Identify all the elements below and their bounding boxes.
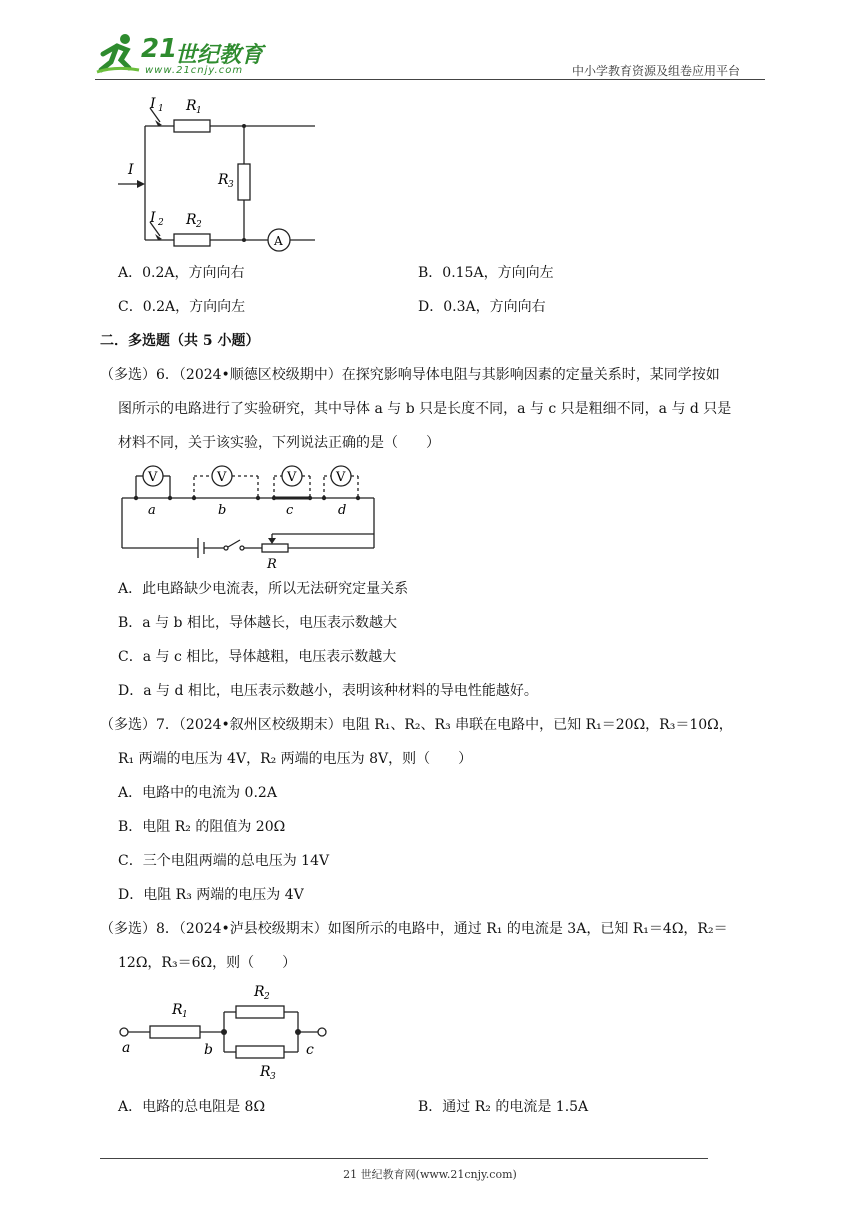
header-platform-text: 中小学教育资源及组卷应用平台 bbox=[572, 64, 741, 78]
q8-label-r3: R bbox=[260, 1064, 271, 1080]
q5-label-r1-sub: 1 bbox=[196, 106, 202, 116]
q5-label-r3: R bbox=[218, 172, 229, 188]
q6-label-c: c bbox=[286, 503, 294, 518]
footer-text: 21 世纪教育网(www.21cnjy.com) bbox=[343, 1168, 517, 1181]
footer-rule bbox=[100, 1158, 708, 1159]
q6-voltmeter-2-label: V bbox=[217, 470, 227, 485]
q5-label-i: I bbox=[128, 162, 134, 178]
q6-option-a: A．此电路缺少电流表，所以无法研究定量关系 bbox=[118, 581, 409, 597]
q8-label-r2-sub: 2 bbox=[264, 992, 270, 1002]
q6-voltmeter-3-label: V bbox=[287, 470, 297, 485]
q7-line-2: R₁ 两端的电压为 4V，R₂ 两端的电压为 8V，则（ ） bbox=[118, 751, 473, 767]
q5-label-r3-sub: 3 bbox=[228, 180, 234, 190]
q8-line-1: （多选）8．（2024•泸县校级期末）如图所示的电路中，通过 R₁ 的电流是 3A，已知 R₁＝4Ω，R₂＝ bbox=[100, 921, 728, 937]
q6-label-b: b bbox=[218, 503, 227, 518]
q7-option-c: C．三个电阻两端的总电压为 14V bbox=[118, 853, 330, 869]
runner-logo-icon bbox=[95, 32, 141, 76]
q5-label-r2: R bbox=[186, 212, 197, 228]
q6-line-2: 图所示的电路进行了实验研究，其中导体 a 与 b 只是长度不同，a 与 c 只是粗细不同，a 与 d 只是 bbox=[118, 401, 732, 417]
q5-label-i2-sub: 2 bbox=[158, 218, 164, 228]
logo-url: www.21cnjy.com bbox=[145, 65, 244, 76]
q7-option-a: A．电路中的电流为 0.2A bbox=[118, 785, 277, 801]
q6-line-3: 材料不同，关于该实验，下列说法正确的是（ ） bbox=[118, 435, 440, 451]
section-title: 二．多选题（共 5 小题） bbox=[100, 333, 260, 349]
q6-option-c: C．a 与 c 相比，导体越粗，电压表示数越大 bbox=[118, 649, 397, 665]
q8-label-r1: R bbox=[172, 1002, 183, 1018]
q5-option-c: C．0.2A，方向向左 bbox=[118, 299, 246, 315]
q7-line-1: （多选）7．（2024•叙州区校级期末）电阻 R₁、R₂、R₃ 串联在电路中，已知 R₁＝20Ω，R₃＝10Ω， bbox=[100, 717, 733, 733]
header-rule bbox=[95, 79, 765, 80]
q8-option-b: B．通过 R₂ 的电流是 1.5A bbox=[418, 1099, 589, 1115]
q5-label-r2-sub: 2 bbox=[196, 220, 202, 230]
logo bbox=[95, 30, 265, 80]
q5-option-a: A．0.2A，方向向右 bbox=[118, 265, 245, 281]
q7-option-d: D．电阻 R₃ 两端的电压为 4V bbox=[118, 887, 304, 903]
q8-label-r3-sub: 3 bbox=[270, 1072, 276, 1082]
q5-label-i1: I bbox=[150, 96, 156, 112]
q6-label-d: d bbox=[338, 503, 347, 518]
q8-label-r1-sub: 1 bbox=[182, 1010, 188, 1020]
q6-label-r: R bbox=[267, 557, 277, 572]
q5-option-d: D．0.3A，方向向右 bbox=[418, 299, 546, 315]
q6-option-b: B．a 与 b 相比，导体越长，电压表示数越大 bbox=[118, 615, 397, 631]
q8-label-b: b bbox=[204, 1042, 213, 1058]
q8-circuit-diagram bbox=[112, 982, 342, 1082]
q6-voltmeter-4-label: V bbox=[336, 470, 346, 485]
q6-line-1: （多选）6．（2024•顺德区校级期中）在探究影响导体电阻与其影响因素的定量关系时，某同学按如 bbox=[100, 367, 720, 383]
q8-label-a: a bbox=[122, 1040, 131, 1056]
q5-ammeter-label: A bbox=[274, 234, 283, 248]
q6-label-a: a bbox=[148, 503, 156, 518]
q6-option-d: D．a 与 d 相比，电压表示数越小，表明该种材料的导电性能越好。 bbox=[118, 683, 538, 699]
q8-label-r2: R bbox=[254, 984, 265, 1000]
q5-label-i2: I bbox=[150, 210, 156, 226]
q5-label-i1-sub: 1 bbox=[158, 104, 164, 114]
q6-voltmeter-1-label: V bbox=[148, 470, 158, 485]
q8-label-c: c bbox=[306, 1042, 314, 1058]
q5-option-b: B．0.15A，方向向左 bbox=[418, 265, 554, 281]
q7-option-b: B．电阻 R₂ 的阻值为 20Ω bbox=[118, 819, 286, 835]
logo-number: 21 bbox=[141, 34, 178, 64]
q8-line-2: 12Ω，R₃＝6Ω，则（ ） bbox=[118, 955, 297, 971]
logo-text: 世纪教育 bbox=[175, 43, 264, 68]
q5-label-r1: R bbox=[186, 98, 197, 114]
q8-option-a: A．电路的总电阻是 8Ω bbox=[118, 1099, 266, 1115]
q5-circuit-diagram bbox=[110, 92, 340, 252]
q6-circuit-diagram bbox=[112, 458, 382, 573]
